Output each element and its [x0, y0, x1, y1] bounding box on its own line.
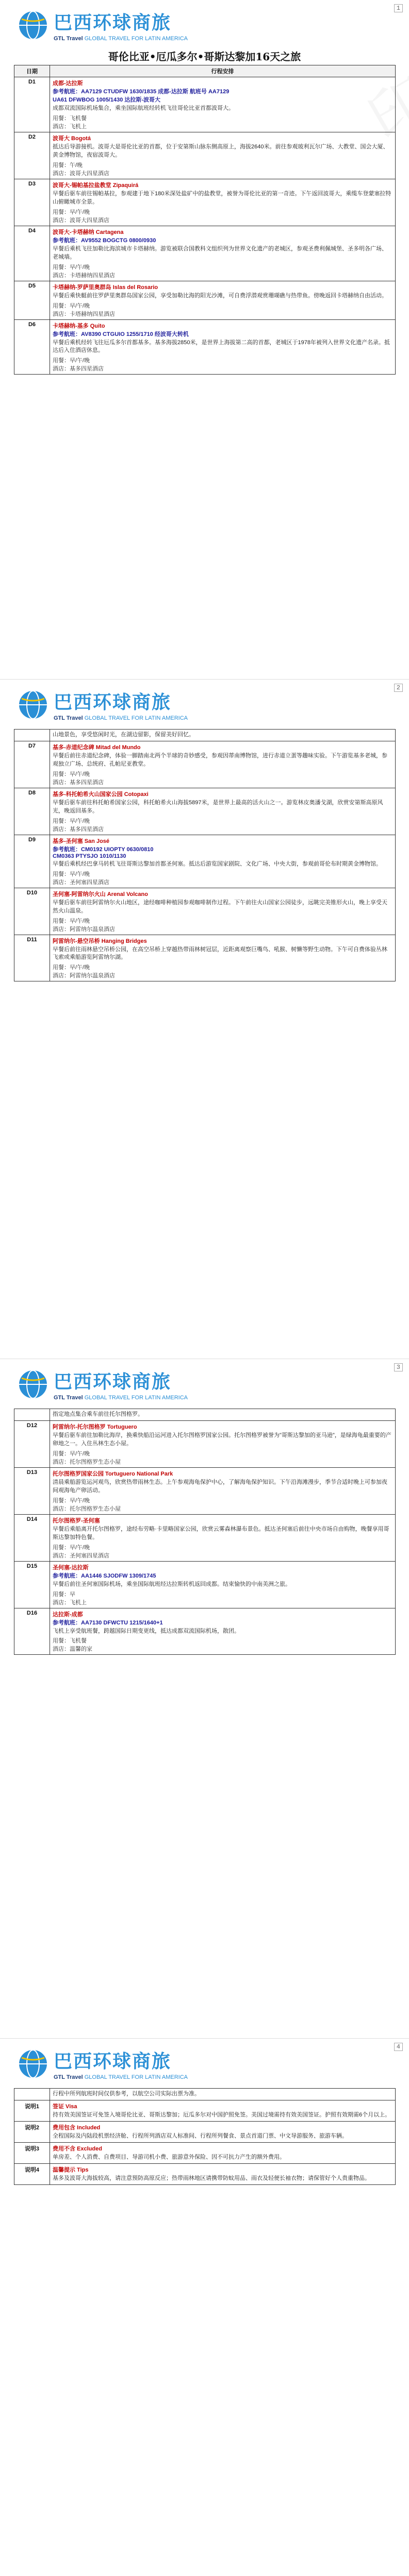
globe-logo-icon: [18, 10, 48, 41]
itinerary-row: [14, 1561, 396, 1608]
globe-logo-icon: [18, 2048, 48, 2079]
brand-name: 巴西环球商旅: [54, 2051, 172, 2072]
hotel-info: 酒店：阿雷纳尔温泉酒店: [53, 973, 115, 979]
document-page-4: [0, 2039, 409, 2576]
itinerary-row: [14, 741, 396, 788]
meals-info: 用餐：早/午/晚: [53, 964, 90, 971]
hotel-info: 酒店：阿雷纳尔温泉酒店: [53, 926, 115, 933]
day-description: 单房差、个人消费、自费项目、导游司机小费、旅游意外保险、因不可抗力产生的额外费用。: [53, 2154, 285, 2160]
day-label: 说明4: [14, 2163, 50, 2184]
day-detail: [50, 2142, 396, 2163]
day-label: D10: [14, 888, 50, 935]
itinerary-row: [14, 1420, 396, 1467]
meals-info: 用餐：早: [53, 1591, 75, 1598]
meals-info: 用餐：早/午/晚: [53, 1544, 90, 1551]
flight-info: 参考航班：AA7130 DFWCTU 1215/1640+1: [53, 1619, 163, 1626]
continuation-text: 山地景色，享受悠闲时光，在湖边留影，保留美好回忆。: [50, 730, 396, 741]
itinerary-row: [14, 1608, 396, 1655]
hotel-info: 酒店：基多四星酒店: [53, 366, 104, 372]
day-description: 飞机上享受航班餐，跨越国际日期变更线，抵达成都双流国际机场，散团。: [53, 1628, 240, 1634]
route-heading: 波哥大-卡塔赫纳 Cartagena: [53, 229, 124, 235]
day-description: 早餐后乘机经转飞往厄瓜多尔首都基多。基多海拔2850米，是世界上海拔第二高的首都，老城区于1978年被列入世界文化遗产名录。抵达后入住酒店休息。: [53, 339, 390, 354]
day-label: D2: [14, 132, 50, 179]
brand-tagline: GLOBAL TRAVEL FOR LATIN AMERICA: [84, 2074, 188, 2080]
itinerary-row: [14, 179, 396, 226]
continuation-row: [14, 730, 396, 741]
route-heading: 托尔图格罗-圣何塞: [53, 1517, 100, 1524]
route-heading: 签证 Visa: [53, 2103, 77, 2110]
meals-info: 用餐：早/午/晚: [53, 918, 90, 924]
day-label: D13: [14, 1467, 50, 1514]
route-heading: 卡塔赫纳-罗萨里奥群岛 Islas del Rosario: [53, 284, 158, 291]
day-detail: [50, 2163, 396, 2184]
document-page-3: [0, 1359, 409, 2039]
globe-logo-icon: [18, 689, 48, 720]
hotel-info: 酒店：托尔图格罗生态小屋: [53, 1459, 121, 1465]
page-number: 2: [394, 684, 403, 692]
route-heading: 基多-赤道纪念碑 Mitad del Mundo: [53, 744, 141, 751]
itinerary-table: [14, 1409, 396, 1655]
meals-info: 用餐：早/午/晚: [53, 1497, 90, 1504]
itinerary-row: [14, 1514, 396, 1561]
brand-name: 巴西环球商旅: [54, 12, 172, 33]
route-heading: 温馨提示 Tips: [53, 2166, 89, 2173]
itinerary-row: [14, 2142, 396, 2163]
day-label: D7: [14, 741, 50, 788]
day-description: 早餐后乘机经巴拿马转机飞往哥斯达黎加首都圣何塞。抵达后游览国家剧院、文化广场、中央大街，参观前哥伦布时期黄金博物馆。: [53, 860, 382, 867]
itinerary-row: [14, 226, 396, 281]
day-detail: [50, 132, 396, 179]
day-detail: [50, 2121, 396, 2142]
flight-info: 参考航班：AV9552 BOGCTG 0800/0930: [53, 237, 156, 244]
day-label: D3: [14, 179, 50, 226]
flight-info: CM0363 PTYSJO 1010/1130: [53, 853, 126, 859]
hotel-info: 酒店：托尔图格罗生态小屋: [53, 1505, 121, 1512]
day-description: 早餐后乘机飞往加勒比海滨城市卡塔赫纳。游览被联合国教科文组织列为世界文化遗产的老城区，参观圣费利佩城堡、圣多明各广场、老城墙。: [53, 245, 387, 260]
day-description: 持有效美国签证可免签入境哥伦比亚、哥斯达黎加；厄瓜多尔对中国护照免签。美国过境需持有效美国签证。护照有效期需6个月以上。: [53, 2111, 391, 2118]
brand-tagline: GLOBAL TRAVEL FOR LATIN AMERICA: [84, 1395, 188, 1401]
day-detail: [50, 179, 396, 226]
meals-info: 用餐：飞机餐: [53, 115, 87, 122]
day-description: 全程国际及内陆段机票经济舱、行程所列酒店双人标准间、行程所列餐食、景点首道门票、中文导游服务、旅游车辆。: [53, 2132, 348, 2139]
day-label: D15: [14, 1561, 50, 1608]
route-heading: 费用不含 Excluded: [53, 2145, 102, 2152]
continuation-row: [14, 2089, 396, 2100]
hotel-info: 酒店：基多四星酒店: [53, 826, 104, 833]
brand-tagline-prefix: GTL Travel: [54, 36, 83, 42]
itinerary-row: [14, 77, 396, 132]
flight-info: 参考航班：AA1446 SJODFW 1309/1745: [53, 1572, 156, 1579]
hotel-info: 酒店：波哥大四星酒店: [53, 170, 109, 177]
day-label: D4: [14, 226, 50, 281]
hotel-info: 酒店：卡塔赫纳四星酒店: [53, 311, 115, 317]
day-label: D16: [14, 1608, 50, 1655]
flight-info: UA61 DFWBOG 1005/1430 达拉斯-波哥大: [53, 97, 161, 103]
day-detail: [50, 935, 396, 981]
header-day: 日期: [14, 65, 50, 77]
page-number: 3: [394, 1363, 403, 1371]
hotel-info: 酒店：圣何塞四星酒店: [53, 1552, 109, 1559]
hotel-info: 酒店：飞机上: [53, 123, 87, 130]
day-detail: [50, 77, 396, 132]
flight-info: 参考航班：AV8390 CTGUIO 1255/1710 经波哥大转机: [53, 331, 189, 337]
meals-info: 用餐：午/晚: [53, 162, 83, 168]
itinerary-row: [14, 888, 396, 935]
day-label: D5: [14, 281, 50, 319]
day-label: D12: [14, 1420, 50, 1467]
brand-header: [18, 1367, 188, 1401]
itinerary-row: [14, 281, 396, 319]
continuation-text: 指定地点集合乘车前往托尔图格罗。: [50, 1409, 396, 1421]
page-number: 1: [394, 4, 403, 12]
brand-header: [18, 2047, 188, 2080]
hotel-info: 酒店：飞机上: [53, 1599, 87, 1606]
day-description: 基多及波哥大海拔较高，请注意预防高原反应；热带雨林地区请携带防蚊用品、雨衣及轻便长袖衣物；请保管好个人贵重物品。: [53, 2175, 370, 2181]
route-heading: 成都-达拉斯: [53, 80, 83, 87]
continuation-row: [14, 1409, 396, 1421]
day-description: 早餐后驱车前往阿雷纳尔火山地区，途经咖啡种植园参观咖啡制作过程。下午前往火山国家公园徒步，远眺完美锥形火山，晚上享受天然火山温泉。: [53, 899, 387, 914]
day-description: 成都双流国际机场集合，乘坐国际航班经转机飞往哥伦比亚首都波哥大。: [53, 105, 234, 111]
day-description: 早餐后驱车前往加勒比海岸，换乘快船沿运河进入托尔图格罗国家公园。托尔图格罗被誉为"哥斯达黎加的亚马逊"，是绿海龟最重要的产卵地之一。入住丛林生态小屋。: [53, 1432, 391, 1447]
day-description: 早餐后前往赤道纪念碑，体验一脚踏南北两个半球的奇妙感受，参观因蒂南博物馆，进行赤道立蛋等趣味实验。下午游览基多老城，参观独立广场、总统府、孔帕尼亚教堂。: [53, 752, 387, 767]
page-number: 4: [394, 2043, 403, 2051]
itinerary-table: [14, 2088, 396, 2185]
continuation-text: 行程中所列航班时间仅供参考，以航空公司实际出票为准。: [50, 2089, 396, 2100]
route-heading: 圣何塞-达拉斯: [53, 1564, 89, 1571]
itinerary-row: [14, 935, 396, 981]
brand-tagline: GLOBAL TRAVEL FOR LATIN AMERICA: [84, 715, 188, 721]
day-detail: [50, 1561, 396, 1608]
header-plan: 行程安排: [50, 65, 396, 77]
day-detail: [50, 1608, 396, 1655]
meals-info: 用餐：早/午/晚: [53, 264, 90, 270]
meals-info: 用餐：早/午/晚: [53, 771, 90, 777]
itinerary-row: [14, 1467, 396, 1514]
route-heading: 基多-圣何塞 San José: [53, 838, 110, 844]
day-detail: [50, 1420, 396, 1467]
day-detail: [50, 741, 396, 788]
day-description: 清晨乘船游览运河观鸟，欣赏热带雨林生态。上午参观海龟保护中心，了解海龟保护知识。下午沿海滩漫步，季节合适时晚上可参加夜间观海龟产卵活动。: [53, 1479, 387, 1494]
brand-tagline-prefix: GTL Travel: [54, 2074, 83, 2080]
hotel-info: 酒店：波哥大四星酒店: [53, 217, 109, 224]
meals-info: 用餐：早/午/晚: [53, 1450, 90, 1457]
flight-info: 参考航班：AA7129 CTUDFW 1630/1835 成都-达拉斯 航班号 AA7129: [53, 89, 230, 95]
hotel-info: 酒店：卡塔赫纳四星酒店: [53, 272, 115, 279]
itinerary-row: [14, 319, 396, 375]
day-detail: [50, 835, 396, 888]
day-description: 早餐后前往雨林悬空吊桥公园，在高空吊桥上穿越热带雨林树冠层，近距离观察巨嘴鸟、吼猴、树懒等野生动物。下午可自费体验丛林飞索或乘船游览阿雷纳尔湖。: [53, 946, 387, 961]
brand-header: [18, 8, 188, 42]
day-label: D8: [14, 788, 50, 835]
brand-tagline-prefix: GTL Travel: [54, 1395, 83, 1401]
day-description: 早餐后驱车前往锡帕基拉，参观建于地下180米深处盐矿中的盐教堂，被誉为哥伦比亚的第一奇迹。下午返回波哥大，乘缆车登蒙塞拉特山俯瞰城市全景。: [53, 190, 391, 205]
meals-info: 用餐：早/午/晚: [53, 871, 90, 877]
day-description: 早餐后乘快艇前往罗萨里奥群岛国家公园，享受加勒比海的阳光沙滩，可自费浮潜观赏珊瑚礁与热带鱼。傍晚返回卡塔赫纳自由活动。: [53, 292, 387, 299]
route-heading: 卡塔赫纳-基多 Quito: [53, 323, 105, 329]
day-detail: [50, 2100, 396, 2121]
brand-tagline-prefix: GTL Travel: [54, 715, 83, 721]
itinerary-row: [14, 2163, 396, 2184]
day-detail: [50, 281, 396, 319]
table-header-row: [14, 65, 396, 77]
route-heading: 阿雷纳尔-托尔图格罗 Tortuguero: [53, 1423, 137, 1430]
route-heading: 波哥大 Bogotá: [53, 135, 91, 142]
brand-header: [18, 688, 188, 721]
document-page-2: [0, 680, 409, 1359]
day-description: 早餐后前往圣何塞国际机场，乘坐国际航班经达拉斯转机返回成都。结束愉快的中南美洲之旅。: [53, 1581, 291, 1587]
day-description: 早餐后乘船离开托尔图格罗，途经布劳略·卡里略国家公园，欣赏云雾森林瀑布景色。抵达圣何塞后前往中央市场自由购物，晚餐享用哥斯达黎加特色餐。: [53, 1526, 389, 1540]
route-heading: 费用包含 Included: [53, 2124, 101, 2131]
hotel-info: 酒店：基多四星酒店: [53, 779, 104, 786]
route-heading: 托尔图格罗国家公园 Tortuguero National Park: [53, 1470, 173, 1477]
meals-info: 用餐：早/午/晚: [53, 358, 90, 364]
route-heading: 圣何塞-阿雷纳尔火山 Arenal Volcano: [53, 891, 148, 897]
brand-name: 巴西环球商旅: [54, 692, 172, 713]
meals-info: 用餐：早/午/晚: [53, 818, 90, 824]
itinerary-row: [14, 2100, 396, 2121]
hotel-info: 酒店：温馨的家: [53, 1646, 92, 1653]
brand-tagline: GLOBAL TRAVEL FOR LATIN AMERICA: [84, 36, 188, 42]
brand-name: 巴西环球商旅: [54, 1371, 172, 1393]
day-detail: [50, 888, 396, 935]
day-label: 说明2: [14, 2121, 50, 2142]
flight-info: 参考航班：CM0192 UIOPTY 0630/0810: [53, 846, 154, 853]
meals-info: 用餐：早/午/晚: [53, 209, 90, 215]
day-label: D14: [14, 1514, 50, 1561]
day-label: D11: [14, 935, 50, 981]
document-title: 哥伦比亚•厄瓜多尔•哥斯达黎加16天之旅: [108, 50, 301, 63]
day-detail: [50, 1514, 396, 1561]
itinerary-row: [14, 788, 396, 835]
hotel-info: 酒店：圣何塞四星酒店: [53, 879, 109, 886]
itinerary-table: [14, 729, 396, 981]
day-label: 说明3: [14, 2142, 50, 2163]
route-heading: 基多-科托帕希火山国家公园 Cotopaxi: [53, 791, 149, 798]
day-detail: [50, 788, 396, 835]
itinerary-row: [14, 132, 396, 179]
document-page-1: [0, 0, 409, 680]
itinerary-row: [14, 835, 396, 888]
day-detail: [50, 226, 396, 281]
day-detail: [50, 1467, 396, 1514]
day-label: D9: [14, 835, 50, 888]
day-description: 早餐后驱车前往科托帕希国家公园，科托帕希火山海拔5897米，是世界上最高的活火山之一。游览林皮奥潘戈湖，欣赏安第斯高原风光，晚返回基多。: [53, 799, 383, 814]
itinerary-row: [14, 2121, 396, 2142]
meals-info: 用餐：飞机餐: [53, 1638, 87, 1645]
route-heading: 达拉斯-成都: [53, 1611, 83, 1618]
day-detail: [50, 319, 396, 375]
day-label: D6: [14, 319, 50, 375]
day-label: D1: [14, 77, 50, 132]
itinerary-table: [14, 65, 396, 375]
route-heading: 阿雷纳尔-悬空吊桥 Hanging Bridges: [53, 938, 147, 944]
day-description: 抵达后导游接机。波哥大是哥伦比亚的首都，位于安第斯山脉东侧高原上，海拔2640米。前往参观玻利瓦尔广场、大教堂、国会大厦、黄金博物馆，夜宿波哥大。: [53, 143, 389, 158]
day-label: 说明1: [14, 2100, 50, 2121]
meals-info: 用餐：早/午/晚: [53, 302, 90, 309]
globe-logo-icon: [18, 1369, 48, 1400]
route-heading: 波哥大-锡帕基拉盐教堂 Zipaquirá: [53, 182, 139, 189]
